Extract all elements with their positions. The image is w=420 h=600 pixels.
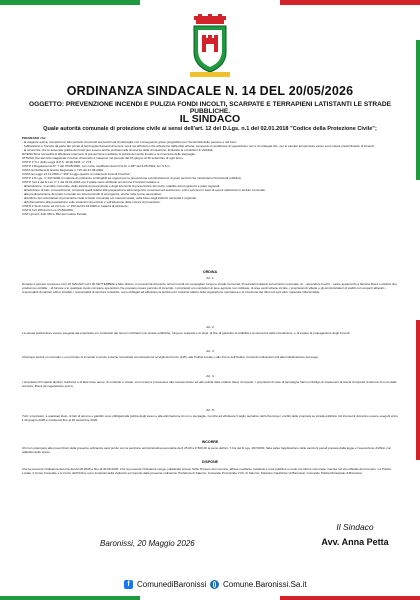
premesso-line: - all'utilizzo del volontariato di protezione civile a livello comunale e/o intercomunale, sulla base degli indirizzi nazionali e regionali;	[22, 196, 197, 201]
dispone-heading: DISPONE	[201, 460, 219, 464]
premesso-line: VISTA la Legge 21.11.2000 n° 353 "Legge-quadro in materia di incendi boschivi";	[22, 172, 132, 177]
premesso-line: - alla predisposizione dei piani comunali e/o intercomunali di emergenza, anche nelle forme associative;	[22, 192, 162, 197]
article-4-text: I proprietari di impianti elettrici, telefonici e di altre linee aeree, di condotte e strade, sono tenuti a provvedere alla manutenzione ed alla pulizia delle relative fasce di rispetto. I proprietari di case di campagna hanno l'obbligo di mantenere la fascia di rispetto di almeno 5 metri dalle strutture, libera da vegetazione secca.	[22, 380, 397, 389]
ordinance-title: ORDINANZA SINDACALE N. 14 DEL 20/05/2026	[66, 84, 354, 98]
premesso-line: RITENUTA la necessità di effettuare interventi di prevenzione mediante la pulizia del verde incolto e la rimozione delle sterpaglie;	[22, 152, 196, 157]
premesso-line: VISTO l'art 255 del D.Lvo n°152/2006;	[22, 208, 74, 213]
premesso-lead: PREMESSO che:	[22, 136, 47, 140]
facebook-link[interactable]	[124, 580, 206, 589]
signer-role: Il Sindaco	[336, 522, 374, 532]
website-url: Comune.Baronissi.Sa.it	[223, 580, 307, 589]
premesso-line: - l'abbandono e l'incuria da parte dei privati di fondi appezzamenti di terreni, posti sia all'interno che all'esterno della città urbana, comporta un proliferare di vegetazione non è di strategia che, per le elevate temperature estive sono causa predominante di incendi;	[22, 144, 375, 149]
place-and-date: Baronissi, 20 Maggio 2026	[100, 539, 195, 548]
globe-icon	[210, 580, 219, 589]
premesso-line: VISTA la Delibera di Giunta Regionale n.715 del 31.08.2009;	[22, 168, 104, 173]
premesso-line: VISTO l'art.2 del D.Lvo n° 1 del 02.01.2018 con il quale viene attribuito al comune il funzioni relative a:	[22, 180, 160, 185]
flag-band-side	[416, 40, 420, 460]
premesso-line: VISTI gli artt. 449, 650 e 652 del Codice Penale;	[22, 212, 88, 217]
flag-band-bottom	[0, 596, 420, 600]
article-2-text: La stessa pulizia deve essere eseguita dai proprietari e/o conduttori dei terreni confinanti con strade pubbliche, lungo le scarpate e le siepi, al fine di garantire la visibilità e la sicurezza della circolazione, e di evitare la propagazione degli incendi.	[22, 331, 351, 335]
premesso-line: VISTO il T.U. delle Leggi di P.S. 18.06.1931, n° 773;	[22, 160, 92, 165]
article-1-label: Art. 1	[206, 276, 214, 280]
authority-subtitle: Quale autorità comunale di protezione civile ai sensi dell'art. 12 del D.Lgs. n.1 del 02.01.2018 "Codice della Protezione Civile";	[43, 126, 377, 132]
flag-band-top	[0, 0, 420, 5]
premesso-line: - all'adozione di tutti i provvedimenti, compresi quelli relativi alla preparazione all'emergenza, necessari ad assicurare i primi soccorsi in caso di eventi calamitosi in ambito comunale;	[22, 188, 266, 193]
premesso-line: - all'informazione alla popolazione sulle situazioni di pericolo e sull'adozione delle misure di protezione;	[22, 200, 161, 205]
incorre-text: Chi non ottempera alle prescrizioni della presente ordinanza sarà punito con la sanzione amministrativa pecuniaria da € 25,00 a € 500,00 ai sensi dell'art. 7-bis del D.Lgs. 267/2000, fatta salva l'applicazione delle sanzioni penali previste dalla legge e l'esecuzione d'ufficio con addebito delle spese.	[22, 446, 392, 455]
signer-name: Avv. Anna Petta	[321, 537, 389, 547]
premesso-line: - all'attuazione, in ambito comunale, delle attività di prevenzione e degli interventi di prevenzione dei rischi, stabilite dai programmi e piani regionali;	[22, 184, 221, 189]
article-5-label: Art. 5	[206, 408, 214, 412]
premesso-line: - la sicurezza, che le tesserate pulizie dei fondi può essere anche problemi alla sicurezza della circolazione, limitando le condizioni di visibilità;	[22, 148, 214, 153]
premesso-line: VISTO il Testo Unico ed il D.Lvo. n° 152 del 03.04.2006 in materia di ambiente;	[22, 204, 129, 209]
premesso-line: ATTESO che dal ciclo stagionale il rischio d'incendio è massimo nel periodo dal 15 giugno al 30 settembre di ogni anno;	[22, 156, 184, 161]
premesso-line: VISTO il Regolamento N° 7 del 07/05/1996, con come modificato dal D.P.G.R. n.287 del 9.05.2003, Art. 9.5.C.;	[22, 164, 172, 169]
website-link[interactable]	[210, 580, 307, 589]
article-2-label: Art. 2	[206, 325, 214, 329]
ordinance-subject: OGGETTO: PREVENZIONE INCENDI E PULIZIA FONDI INCOLTI, SCARPATE E TERRAPIENI LATISTANTI LE STRADE PUBBLICHE.	[28, 101, 392, 115]
dispone-text: Che la presente Ordinanza decorra dal 22.05.2026 e fino al 30.09.2026. Che la presente Ordinanza venga: pubblicata presso l'Albo Pretorio del Comune; affissa mediante manifesti e resa pubblica su tutto il territorio comunale; inserita nel sito ufficiale del Comune. La Polizia Locale, il Corpo Forestale e le Forze dell'Ordine sono incaricati della vigilanza sul rispetto della presente ordinanza. Prefettura di Salerno; Comando Provinciale VV.F. di Salerno; Stazione Carabinieri di Baronissi; Comando Polizia Municipale di Baronissi.	[22, 467, 391, 476]
article-1-text: Durante il periodo compreso tra il 22 MAGGIO ed il 30 SETTEMBRE a fatto divieto, in prossimità di boschi, terreni incolti e/o cespugliati, lungo le strade Comunali, Provinciali ricadenti sul territorio comunale, di: - accendere fuochi; - usare apparecchi a fiamma libera o elettrici che producono scintille; - di fumare o in qualsiasi modo compiere operazioni che possano creare pericolo di incendio. I proprietari e/o conduttori di aree agricole non coltivate, di aree verdi urbane incolte, i proprietari di villette e gli amministratori di stabili con scoperti alberati, i responsabili di cantieri edili e stradali, i responsabili di strutture turistiche, sono obbligati ad effettuare la pulizia ed il costante sfalcio della vegetazione spontanea e la rimozione dei rifiuti ed ogni altro materiale infiammabile.	[22, 282, 397, 295]
ordina-heading: ORDINA	[202, 270, 218, 274]
facebook-handle: ComunediBaronissi	[137, 580, 207, 589]
facebook-icon: f	[124, 580, 133, 589]
article-4-label: Art. 4	[206, 374, 214, 378]
article-3-text: Chiunque avvisti un incendio o un principio di incendio è tenuto a darne immediata comunicazione ai Vigili del Fuoco (115), alla Polizia Locale o alle Forze dell'Ordine, fornendo indicazioni utili alla individuazione del luogo.	[22, 355, 319, 359]
premesso-line: - la stagione estiva, comporta un alto pericolo di incendi sia boschi sia di sterpaglie con conseguente grave pregiudizio per l'incolumità delle persone e dei beni;	[22, 140, 237, 145]
article-3-label: Art. 3	[206, 349, 214, 353]
premesso-line: VISTO il D.Lgs. n° 267/2000 in materia di ordinanze contingibili ed urgenti per la prevenzione ed eliminazione di gravi pericoli che minacciano l'incolumità pubblica;	[22, 176, 242, 181]
mayor-heading: IL SINDACO	[179, 113, 241, 125]
article-5-text: Tutti i proprietari, a qualsiasi titolo, di lotti di terreno e giardini sono obbligati alla pulizia degli stessi e alla eliminazione di rovi e sterpaglie, nonché ad effettuare il taglio periodico dell'erba lungo i confini delle proprietà su strada pubblica. Gli interventi dovranno essere eseguiti entro il 30 giugno 2026 e mantenuti fino al 30 settembre 2026.	[22, 414, 398, 423]
town-crest-logo	[188, 14, 232, 78]
incorre-heading: INCORRE	[201, 440, 219, 444]
premesso-section	[22, 136, 398, 216]
